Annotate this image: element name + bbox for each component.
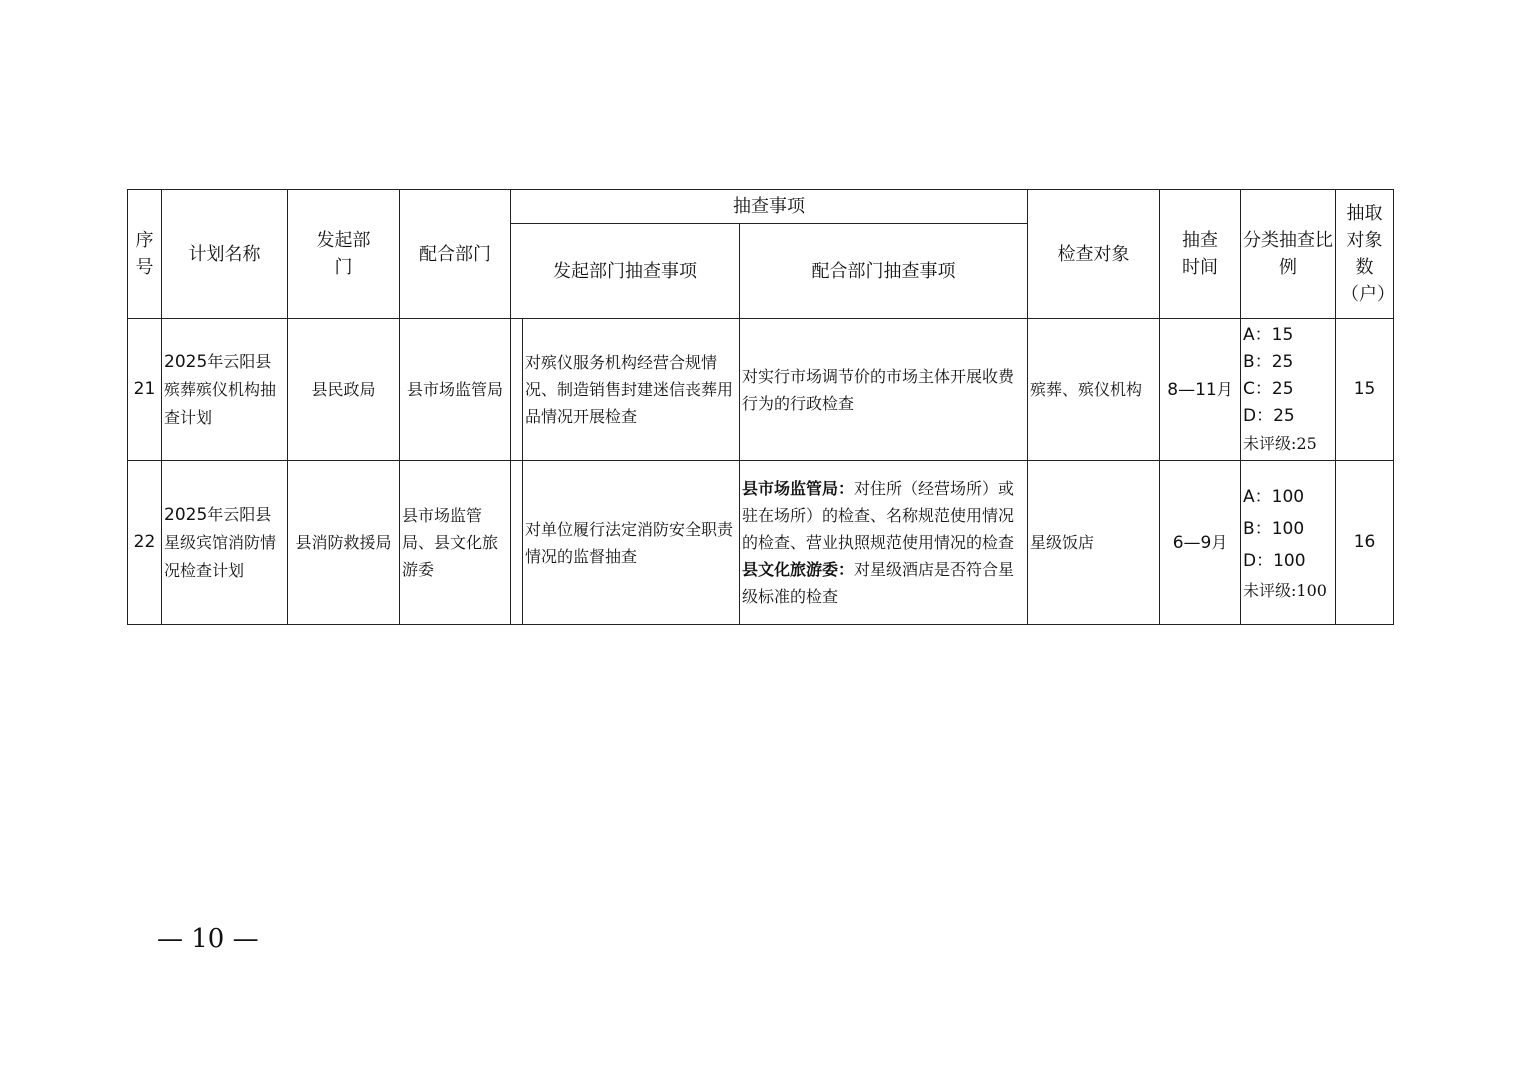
cell-target: 星级饭店	[1028, 461, 1160, 625]
cell-partner: 县市场监管局	[400, 319, 511, 461]
header-seq: 序号	[128, 190, 162, 319]
page-number: — 10 —	[157, 924, 259, 954]
cell-time	[1160, 319, 1241, 461]
ratio-a: A：15	[1243, 325, 1294, 345]
header-target: 检查对象	[1028, 190, 1160, 319]
cell-time	[1160, 461, 1241, 625]
ratio-b: B：25	[1243, 352, 1294, 372]
partner-b-text: 对星级酒店是否符合星级标准的检查	[742, 560, 1015, 606]
cell-seq: 21	[128, 319, 162, 461]
header-initiator: 发起部门	[288, 190, 400, 319]
header-ratio: 分类抽查比例	[1241, 190, 1336, 319]
partner-a-label: 县市场监管局：	[742, 479, 855, 498]
ratio-b: B：100	[1243, 519, 1305, 539]
partner-a-text: 对住所（经营场所）或驻在场所）的检查、名称规范使用情况的检查、营业执照规范使用情况的检查	[742, 479, 1015, 552]
cell-ratio	[1241, 319, 1336, 461]
ratio-a: A：100	[1243, 487, 1305, 507]
ratio-d: D：25	[1243, 406, 1295, 426]
cell-plan-name	[162, 319, 288, 461]
cell-count: 16	[1336, 461, 1394, 625]
time-unit: 月	[1211, 532, 1228, 552]
time-unit: 月	[1216, 379, 1233, 399]
header-items-group: 抽查事项	[511, 190, 1028, 224]
plan-name-text: 年云阳县殡葬殡仪机构抽查计划	[164, 351, 277, 427]
cell-ratio	[1241, 461, 1336, 625]
cell-initiator: 县民政局	[288, 319, 400, 461]
plan-name-text: 年云阳县星级宾馆消防情况检查计划	[164, 504, 277, 580]
header-initiator-items: 发起部门抽查事项	[511, 224, 740, 319]
plan-name-year: 2025	[164, 351, 208, 372]
cell-initiator: 县消防救援局	[288, 461, 400, 625]
header-partner-items: 配合部门抽查事项	[740, 224, 1028, 319]
cell-target: 殡葬、殡仪机构	[1028, 319, 1160, 461]
header-count: 抽取对象数（户）	[1336, 190, 1394, 319]
header-plan-name: 计划名称	[162, 190, 288, 319]
cell-spacer	[511, 461, 523, 625]
cell-seq: 22	[128, 461, 162, 625]
partner-b-label: 县文化旅游委：	[742, 560, 855, 579]
header-partner: 配合部门	[400, 190, 511, 319]
cell-plan-name	[162, 461, 288, 625]
header-time: 抽查时间	[1160, 190, 1241, 319]
ratio-d: D：100	[1243, 551, 1306, 571]
cell-partner: 县市场监管局、县文化旅游委	[400, 461, 511, 625]
plan-name-year: 2025	[164, 504, 208, 525]
cell-initiator-items: 对单位履行法定消防安全职责情况的监督抽查	[523, 461, 740, 625]
ratio-c: C：25	[1243, 379, 1294, 399]
table-row	[128, 461, 1394, 625]
ratio-unrated: 未评级:25	[1243, 434, 1317, 453]
time-range: 6—9	[1172, 532, 1212, 553]
cell-spacer	[511, 319, 523, 461]
time-range: 8—11	[1167, 379, 1217, 400]
cell-count: 15	[1336, 319, 1394, 461]
cell-partner-items: 对实行市场调节价的市场主体开展收费行为的行政检查	[740, 319, 1028, 461]
cell-partner-items	[740, 461, 1028, 625]
table-row	[128, 319, 1394, 461]
cell-initiator-items: 对殡仪服务机构经营合规情况、制造销售封建迷信丧葬用品情况开展检查	[523, 319, 740, 461]
inspection-plan-table	[127, 189, 1394, 625]
ratio-unrated: 未评级:100	[1243, 581, 1327, 600]
